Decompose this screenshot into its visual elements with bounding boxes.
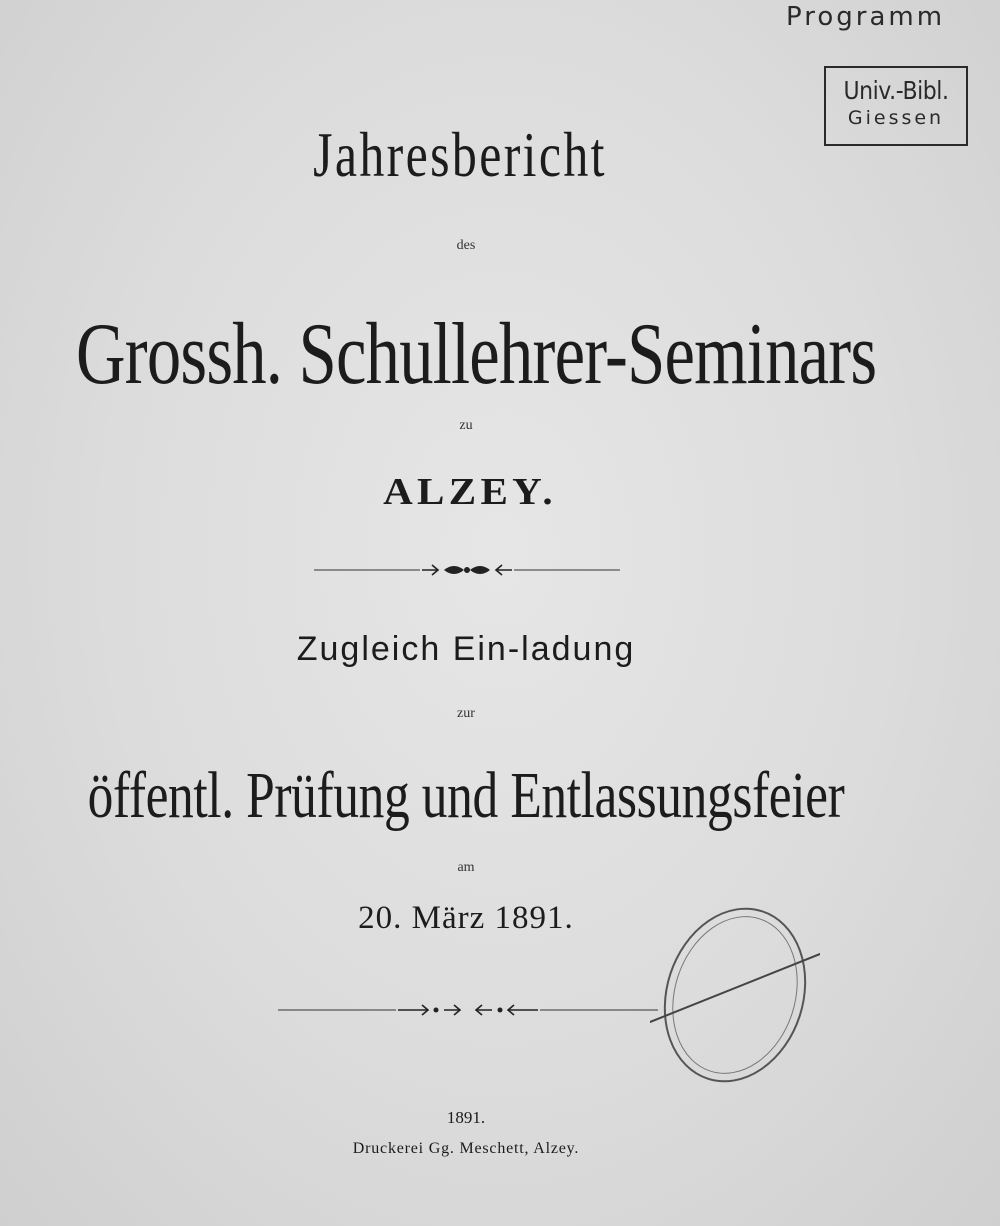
library-stamp-line1: Univ.-Bibl. <box>843 76 949 105</box>
printer-credit: Druckerei Gg. Meschett, Alzey. <box>352 1140 580 1157</box>
event-name: öffentl. Prüfung und Entlassungsfeier <box>87 759 845 832</box>
ornament-divider-top <box>314 560 620 580</box>
imprint-year: 1891. <box>446 1108 486 1127</box>
library-stamp-line2: Giessen <box>847 107 945 129</box>
program-label: Programm <box>786 2 946 32</box>
report-title: Jahresbericht <box>313 119 607 190</box>
institution-name: Grossh. Schullehrer-Seminars <box>76 306 877 403</box>
ornament-divider-bottom <box>278 1000 658 1020</box>
connector-des: des <box>456 238 476 253</box>
event-date: 20. März 1891. <box>358 900 574 936</box>
connector-am: am <box>457 860 475 875</box>
invitation-subtitle: Zugleich Ein-ladung <box>296 630 636 668</box>
connector-zur: zur <box>457 706 475 721</box>
city-name: ALZEY. <box>383 471 557 513</box>
connector-zu: zu <box>459 418 473 433</box>
gymnasium-seal-stamp <box>650 900 820 1090</box>
